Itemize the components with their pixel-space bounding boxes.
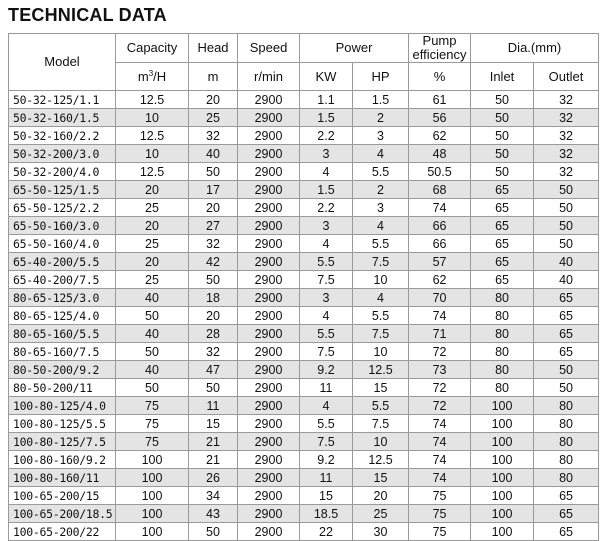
- cell-inlet: 65: [471, 199, 534, 217]
- unit-kw: KW: [300, 63, 353, 91]
- header-diameter: Dia.(mm): [471, 34, 599, 63]
- cell-capacity: 40: [116, 289, 189, 307]
- cell-power-kw: 5.5: [300, 415, 353, 433]
- cell-inlet: 65: [471, 217, 534, 235]
- cell-power-hp: 3: [353, 127, 409, 145]
- cell-inlet: 100: [471, 469, 534, 487]
- cell-efficiency: 68: [409, 181, 471, 199]
- cell-head: 20: [189, 307, 238, 325]
- cell-power-hp: 7.5: [353, 415, 409, 433]
- cell-outlet: 50: [534, 181, 599, 199]
- cell-power-hp: 2: [353, 109, 409, 127]
- header-pump-efficiency: [409, 34, 471, 63]
- cell-inlet: 50: [471, 127, 534, 145]
- cell-speed: 2900: [238, 253, 300, 271]
- cell-efficiency: 72: [409, 379, 471, 397]
- cell-capacity: 20: [116, 181, 189, 199]
- cell-outlet: 65: [534, 325, 599, 343]
- cell-model: 100-65-200/18.5: [9, 505, 116, 523]
- cell-speed: 2900: [238, 343, 300, 361]
- cell-head: 50: [189, 379, 238, 397]
- cell-head: 20: [189, 199, 238, 217]
- table-row: [9, 127, 599, 145]
- cell-power-kw: 4: [300, 235, 353, 253]
- cell-head: 42: [189, 253, 238, 271]
- cell-speed: 2900: [238, 415, 300, 433]
- cell-capacity: 10: [116, 109, 189, 127]
- cell-model: 80-65-160/5.5: [9, 325, 116, 343]
- unit-capacity: [116, 63, 189, 91]
- cell-head: 43: [189, 505, 238, 523]
- cell-head: 34: [189, 487, 238, 505]
- cell-inlet: 100: [471, 415, 534, 433]
- cell-model: 50-32-200/3.0: [9, 145, 116, 163]
- header-speed: Speed: [238, 34, 300, 63]
- cell-model: 80-50-200/9.2: [9, 361, 116, 379]
- cell-power-kw: 1.1: [300, 91, 353, 109]
- unit-efficiency: %: [409, 63, 471, 91]
- cell-speed: 2900: [238, 199, 300, 217]
- unit-hp: HP: [353, 63, 409, 91]
- cell-speed: 2900: [238, 469, 300, 487]
- cell-head: 25: [189, 109, 238, 127]
- page-title: TECHNICAL DATA: [8, 5, 167, 25]
- cell-model: 80-65-160/7.5: [9, 343, 116, 361]
- cell-outlet: 65: [534, 343, 599, 361]
- cell-speed: 2900: [238, 361, 300, 379]
- cell-outlet: 50: [534, 379, 599, 397]
- cell-inlet: 80: [471, 307, 534, 325]
- cell-inlet: 100: [471, 487, 534, 505]
- cell-model: 65-50-160/4.0: [9, 235, 116, 253]
- cell-power-hp: 10: [353, 343, 409, 361]
- cell-efficiency: 73: [409, 361, 471, 379]
- cell-power-kw: 2.2: [300, 199, 353, 217]
- cell-power-hp: 10: [353, 433, 409, 451]
- table-row: [9, 271, 599, 289]
- cell-power-hp: 12.5: [353, 451, 409, 469]
- cell-power-kw: 1.5: [300, 181, 353, 199]
- cell-capacity: 40: [116, 361, 189, 379]
- cell-model: 100-65-200/15: [9, 487, 116, 505]
- cell-efficiency: 62: [409, 271, 471, 289]
- cell-speed: 2900: [238, 271, 300, 289]
- cell-power-hp: 10: [353, 271, 409, 289]
- table-row: [9, 451, 599, 469]
- cell-inlet: 65: [471, 253, 534, 271]
- header-model: Model: [9, 34, 116, 91]
- cell-speed: 2900: [238, 451, 300, 469]
- table-row: [9, 145, 599, 163]
- cell-inlet: 80: [471, 379, 534, 397]
- cell-power-kw: 18.5: [300, 505, 353, 523]
- technical-data-table: [8, 33, 599, 541]
- cell-capacity: 25: [116, 235, 189, 253]
- cell-speed: 2900: [238, 163, 300, 181]
- cell-head: 47: [189, 361, 238, 379]
- table-row: [9, 415, 599, 433]
- cell-efficiency: 61: [409, 91, 471, 109]
- cell-outlet: 32: [534, 127, 599, 145]
- cell-outlet: 32: [534, 91, 599, 109]
- table-row: [9, 253, 599, 271]
- unit-capacity-base: m: [137, 68, 149, 84]
- cell-efficiency: 56: [409, 109, 471, 127]
- cell-power-hp: 3: [353, 199, 409, 217]
- cell-outlet: 80: [534, 397, 599, 415]
- cell-speed: 2900: [238, 433, 300, 451]
- cell-speed: 2900: [238, 397, 300, 415]
- cell-speed: 2900: [238, 235, 300, 253]
- cell-head: 32: [189, 127, 238, 145]
- cell-inlet: 50: [471, 91, 534, 109]
- cell-inlet: 80: [471, 343, 534, 361]
- cell-model: 65-50-125/1.5: [9, 181, 116, 199]
- cell-capacity: 50: [116, 343, 189, 361]
- cell-power-hp: 4: [353, 289, 409, 307]
- cell-head: 50: [189, 163, 238, 181]
- cell-inlet: 100: [471, 397, 534, 415]
- cell-model: 100-80-125/5.5: [9, 415, 116, 433]
- cell-inlet: 100: [471, 505, 534, 523]
- cell-capacity: 20: [116, 253, 189, 271]
- cell-speed: 2900: [238, 307, 300, 325]
- table-row: [9, 433, 599, 451]
- cell-capacity: 25: [116, 271, 189, 289]
- table-row: [9, 109, 599, 127]
- header-row: [9, 34, 599, 63]
- cell-model: 100-80-125/4.0: [9, 397, 116, 415]
- cell-capacity: 100: [116, 451, 189, 469]
- cell-power-hp: 5.5: [353, 307, 409, 325]
- cell-power-hp: 12.5: [353, 361, 409, 379]
- table-row: [9, 487, 599, 505]
- cell-power-kw: 1.5: [300, 109, 353, 127]
- cell-outlet: 80: [534, 433, 599, 451]
- cell-head: 40: [189, 145, 238, 163]
- cell-inlet: 50: [471, 109, 534, 127]
- cell-power-kw: 11: [300, 379, 353, 397]
- cell-speed: 2900: [238, 181, 300, 199]
- cell-head: 20: [189, 91, 238, 109]
- table-row: [9, 343, 599, 361]
- cell-power-hp: 7.5: [353, 253, 409, 271]
- cell-model: 50-32-125/1.1: [9, 91, 116, 109]
- cell-speed: 2900: [238, 523, 300, 541]
- cell-capacity: 100: [116, 523, 189, 541]
- cell-head: 21: [189, 451, 238, 469]
- cell-outlet: 50: [534, 199, 599, 217]
- cell-power-kw: 11: [300, 469, 353, 487]
- cell-power-hp: 5.5: [353, 235, 409, 253]
- cell-efficiency: 72: [409, 397, 471, 415]
- unit-capacity-suffix: /H: [153, 68, 167, 84]
- cell-speed: 2900: [238, 289, 300, 307]
- cell-power-hp: 4: [353, 217, 409, 235]
- cell-power-kw: 5.5: [300, 253, 353, 271]
- cell-outlet: 65: [534, 307, 599, 325]
- cell-efficiency: 74: [409, 307, 471, 325]
- cell-outlet: 65: [534, 487, 599, 505]
- table-row: [9, 379, 599, 397]
- cell-capacity: 12.5: [116, 163, 189, 181]
- cell-efficiency: 75: [409, 505, 471, 523]
- table-row: [9, 163, 599, 181]
- cell-efficiency: 62: [409, 127, 471, 145]
- cell-speed: 2900: [238, 145, 300, 163]
- cell-inlet: 100: [471, 523, 534, 541]
- cell-head: 32: [189, 343, 238, 361]
- cell-capacity: 12.5: [116, 127, 189, 145]
- cell-power-hp: 2: [353, 181, 409, 199]
- cell-power-kw: 15: [300, 487, 353, 505]
- cell-model: 50-32-160/1.5: [9, 109, 116, 127]
- cell-capacity: 100: [116, 505, 189, 523]
- cell-outlet: 65: [534, 289, 599, 307]
- cell-capacity: 50: [116, 379, 189, 397]
- cell-power-hp: 4: [353, 145, 409, 163]
- cell-power-hp: 15: [353, 469, 409, 487]
- cell-power-kw: 5.5: [300, 325, 353, 343]
- cell-power-kw: 4: [300, 163, 353, 181]
- cell-power-hp: 1.5: [353, 91, 409, 109]
- cell-outlet: 80: [534, 469, 599, 487]
- cell-outlet: 50: [534, 361, 599, 379]
- cell-speed: 2900: [238, 379, 300, 397]
- cell-power-kw: 2.2: [300, 127, 353, 145]
- cell-speed: 2900: [238, 325, 300, 343]
- cell-power-kw: 3: [300, 145, 353, 163]
- cell-model: 50-32-160/2.2: [9, 127, 116, 145]
- cell-efficiency: 50.5: [409, 163, 471, 181]
- cell-efficiency: 74: [409, 469, 471, 487]
- cell-efficiency: 74: [409, 415, 471, 433]
- cell-head: 17: [189, 181, 238, 199]
- cell-head: 28: [189, 325, 238, 343]
- cell-model: 80-65-125/4.0: [9, 307, 116, 325]
- cell-inlet: 65: [471, 235, 534, 253]
- cell-power-hp: 25: [353, 505, 409, 523]
- table-row: [9, 307, 599, 325]
- cell-efficiency: 66: [409, 217, 471, 235]
- cell-head: 32: [189, 235, 238, 253]
- cell-capacity: 25: [116, 199, 189, 217]
- cell-inlet: 80: [471, 361, 534, 379]
- cell-outlet: 80: [534, 415, 599, 433]
- cell-capacity: 10: [116, 145, 189, 163]
- cell-capacity: 40: [116, 325, 189, 343]
- cell-model: 50-32-200/4.0: [9, 163, 116, 181]
- cell-speed: 2900: [238, 109, 300, 127]
- cell-inlet: 50: [471, 145, 534, 163]
- cell-capacity: 50: [116, 307, 189, 325]
- cell-efficiency: 74: [409, 433, 471, 451]
- cell-power-hp: 5.5: [353, 163, 409, 181]
- unit-speed: r/min: [238, 63, 300, 91]
- table-row: [9, 199, 599, 217]
- table-row: [9, 235, 599, 253]
- cell-model: 80-65-125/3.0: [9, 289, 116, 307]
- table-row: [9, 325, 599, 343]
- cell-outlet: 40: [534, 271, 599, 289]
- cell-model: 65-50-160/3.0: [9, 217, 116, 235]
- cell-model: 65-40-200/5.5: [9, 253, 116, 271]
- cell-head: 18: [189, 289, 238, 307]
- cell-outlet: 65: [534, 505, 599, 523]
- unit-head: m: [189, 63, 238, 91]
- cell-power-kw: 4: [300, 397, 353, 415]
- header-power: Power: [300, 34, 409, 63]
- cell-outlet: 40: [534, 253, 599, 271]
- cell-efficiency: 74: [409, 199, 471, 217]
- cell-power-hp: 5.5: [353, 397, 409, 415]
- cell-model: 65-50-125/2.2: [9, 199, 116, 217]
- cell-power-hp: 7.5: [353, 325, 409, 343]
- cell-speed: 2900: [238, 217, 300, 235]
- cell-efficiency: 48: [409, 145, 471, 163]
- cell-head: 21: [189, 433, 238, 451]
- cell-power-kw: 3: [300, 289, 353, 307]
- cell-outlet: 80: [534, 451, 599, 469]
- cell-inlet: 65: [471, 181, 534, 199]
- cell-power-kw: 7.5: [300, 433, 353, 451]
- table-row: [9, 505, 599, 523]
- cell-outlet: 65: [534, 523, 599, 541]
- header-inlet: Inlet: [471, 63, 534, 91]
- table-row: [9, 469, 599, 487]
- cell-speed: 2900: [238, 487, 300, 505]
- cell-model: 100-65-200/22: [9, 523, 116, 541]
- cell-efficiency: 57: [409, 253, 471, 271]
- cell-capacity: 100: [116, 469, 189, 487]
- cell-power-kw: 7.5: [300, 271, 353, 289]
- cell-capacity: 100: [116, 487, 189, 505]
- cell-head: 50: [189, 271, 238, 289]
- cell-efficiency: 74: [409, 451, 471, 469]
- header-pump-efficiency-line1: Pump: [422, 33, 457, 48]
- cell-capacity: 75: [116, 415, 189, 433]
- cell-inlet: 50: [471, 163, 534, 181]
- cell-efficiency: 72: [409, 343, 471, 361]
- cell-power-hp: 15: [353, 379, 409, 397]
- cell-power-hp: 20: [353, 487, 409, 505]
- cell-efficiency: 66: [409, 235, 471, 253]
- cell-power-kw: 7.5: [300, 343, 353, 361]
- cell-efficiency: 71: [409, 325, 471, 343]
- table-row: [9, 523, 599, 541]
- cell-head: 27: [189, 217, 238, 235]
- cell-efficiency: 75: [409, 523, 471, 541]
- cell-head: 11: [189, 397, 238, 415]
- cell-capacity: 20: [116, 217, 189, 235]
- cell-outlet: 50: [534, 235, 599, 253]
- cell-model: 100-80-125/7.5: [9, 433, 116, 451]
- cell-efficiency: 70: [409, 289, 471, 307]
- header-capacity: Capacity: [116, 34, 189, 63]
- cell-inlet: 65: [471, 271, 534, 289]
- cell-power-kw: 22: [300, 523, 353, 541]
- table-row: [9, 91, 599, 109]
- cell-outlet: 50: [534, 217, 599, 235]
- cell-inlet: 80: [471, 325, 534, 343]
- header-head: Head: [189, 34, 238, 63]
- cell-inlet: 100: [471, 433, 534, 451]
- cell-speed: 2900: [238, 505, 300, 523]
- cell-efficiency: 75: [409, 487, 471, 505]
- cell-speed: 2900: [238, 127, 300, 145]
- table-body: [9, 91, 599, 541]
- header-outlet: Outlet: [534, 63, 599, 91]
- cell-model: 65-40-200/7.5: [9, 271, 116, 289]
- cell-model: 100-80-160/9.2: [9, 451, 116, 469]
- cell-inlet: 80: [471, 289, 534, 307]
- cell-head: 15: [189, 415, 238, 433]
- cell-capacity: 75: [116, 397, 189, 415]
- table-row: [9, 217, 599, 235]
- cell-power-kw: 3: [300, 217, 353, 235]
- cell-outlet: 32: [534, 109, 599, 127]
- cell-power-kw: 9.2: [300, 451, 353, 469]
- cell-head: 26: [189, 469, 238, 487]
- cell-outlet: 32: [534, 145, 599, 163]
- cell-capacity: 75: [116, 433, 189, 451]
- cell-power-kw: 9.2: [300, 361, 353, 379]
- table-row: [9, 361, 599, 379]
- cell-capacity: 12.5: [116, 91, 189, 109]
- unit-capacity-exponent: 3: [148, 68, 154, 78]
- cell-power-kw: 4: [300, 307, 353, 325]
- table-row: [9, 397, 599, 415]
- cell-model: 100-80-160/11: [9, 469, 116, 487]
- cell-head: 50: [189, 523, 238, 541]
- cell-inlet: 100: [471, 451, 534, 469]
- cell-power-hp: 30: [353, 523, 409, 541]
- header-pump-efficiency-line2: efficiency: [412, 47, 467, 62]
- table-row: [9, 181, 599, 199]
- cell-speed: 2900: [238, 91, 300, 109]
- table-row: [9, 289, 599, 307]
- cell-outlet: 32: [534, 163, 599, 181]
- cell-model: 80-50-200/11: [9, 379, 116, 397]
